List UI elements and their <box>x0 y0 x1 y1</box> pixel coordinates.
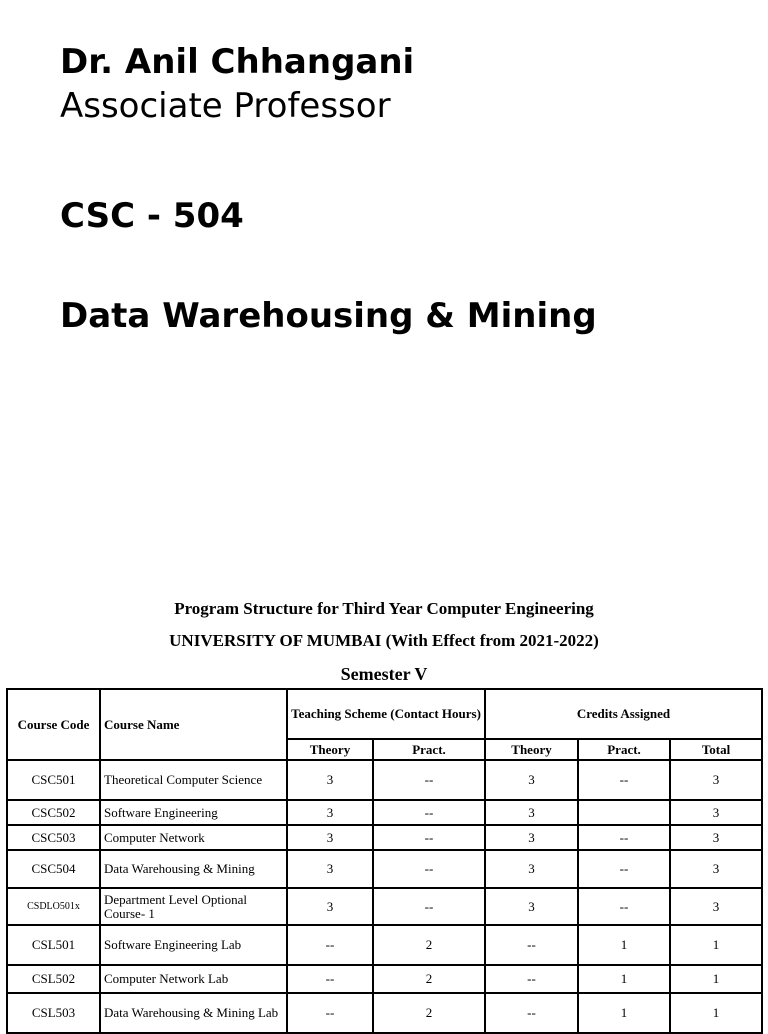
professor-name: Dr. Anil Chhangani <box>60 42 415 82</box>
cell-ca-total: 3 <box>670 825 762 850</box>
cell-ca-theory: -- <box>485 993 578 1033</box>
cell-ca-theory: 3 <box>485 850 578 888</box>
table-row <box>7 760 762 800</box>
cell-ca-theory: 3 <box>485 825 578 850</box>
table-caption-semester: Semester V <box>340 664 428 684</box>
cell-ca-pract <box>578 800 670 825</box>
cell-ca-theory: 3 <box>485 760 578 800</box>
cell-ca-pract: 1 <box>578 925 670 965</box>
table-row <box>7 888 762 925</box>
cell-ts-theory: 3 <box>287 800 373 825</box>
cell-ca-total: 3 <box>670 850 762 888</box>
header-credits-assigned: Credits Assigned <box>485 689 762 739</box>
cell-ts-theory: -- <box>287 965 373 993</box>
table-row <box>7 993 762 1033</box>
header-ts-pract: Pract. <box>373 739 485 760</box>
cell-name: Data Warehousing & Mining Lab <box>100 993 287 1033</box>
course-code: CSC - 504 <box>60 196 244 236</box>
cell-name: Department Level Optional Course- 1 <box>100 888 287 925</box>
cell-name: Theoretical Computer Science <box>100 760 287 800</box>
cell-ts-theory: -- <box>287 993 373 1033</box>
cell-code: CSC504 <box>7 850 100 888</box>
cell-ts-theory: 3 <box>287 850 373 888</box>
header-course-code: Course Code <box>7 689 100 760</box>
cell-name: Computer Network <box>100 825 287 850</box>
cell-ts-pract: 2 <box>373 925 485 965</box>
header-course-name: Course Name <box>100 689 287 760</box>
table-row <box>7 800 762 825</box>
cell-code: CSL503 <box>7 993 100 1033</box>
cell-name: Data Warehousing & Mining <box>100 850 287 888</box>
cell-name: Computer Network Lab <box>100 965 287 993</box>
header-ca-theory: Theory <box>485 739 578 760</box>
cell-code: CSC501 <box>7 760 100 800</box>
cell-ca-theory: 3 <box>485 888 578 925</box>
cell-code: CSC503 <box>7 825 100 850</box>
cell-ca-total: 3 <box>670 760 762 800</box>
professor-block <box>60 40 414 128</box>
cell-ts-theory: 3 <box>287 888 373 925</box>
cell-ca-pract: 1 <box>578 993 670 1033</box>
cell-ca-pract: 1 <box>578 965 670 993</box>
cell-name: Software Engineering Lab <box>100 925 287 965</box>
cell-ca-total: 3 <box>670 800 762 825</box>
cell-ca-theory: 3 <box>485 800 578 825</box>
table-row <box>7 825 762 850</box>
cell-ca-total: 1 <box>670 965 762 993</box>
course-name: Data Warehousing & Mining <box>60 296 597 336</box>
program-structure-table <box>6 688 763 1034</box>
cell-ts-pract: -- <box>373 825 485 850</box>
cell-ca-theory: -- <box>485 925 578 965</box>
table-row <box>7 925 762 965</box>
cell-ts-pract: -- <box>373 760 485 800</box>
cell-ca-pract: -- <box>578 850 670 888</box>
cell-name: Software Engineering <box>100 800 287 825</box>
table-caption-program: Program Structure for Third Year Computer Engineering <box>174 599 594 618</box>
cell-ts-pract: -- <box>373 888 485 925</box>
cell-ts-theory: -- <box>287 925 373 965</box>
cell-ca-total: 1 <box>670 993 762 1033</box>
cell-ca-pract: -- <box>578 888 670 925</box>
cell-ca-total: 3 <box>670 888 762 925</box>
table-row <box>7 965 762 993</box>
header-teaching-scheme: Teaching Scheme (Contact Hours) <box>287 689 485 739</box>
cell-code: CSL501 <box>7 925 100 965</box>
cell-ts-theory: 3 <box>287 760 373 800</box>
cell-code: CSDLO501x <box>7 888 100 925</box>
cell-code: CSL502 <box>7 965 100 993</box>
professor-title: Associate Professor <box>60 86 391 126</box>
header-ca-total: Total <box>670 739 762 760</box>
cell-ca-theory: -- <box>485 965 578 993</box>
cell-ts-pract: -- <box>373 800 485 825</box>
header-ca-pract: Pract. <box>578 739 670 760</box>
cell-ts-pract: 2 <box>373 993 485 1033</box>
cell-code: CSC502 <box>7 800 100 825</box>
cell-ts-theory: 3 <box>287 825 373 850</box>
cell-ca-pract: -- <box>578 825 670 850</box>
table-row <box>7 850 762 888</box>
table-caption-university: UNIVERSITY OF MUMBAI (With Effect from 2021-2022) <box>169 631 599 650</box>
cell-ca-pract: -- <box>578 760 670 800</box>
cell-ts-pract: -- <box>373 850 485 888</box>
header-ts-theory: Theory <box>287 739 373 760</box>
cell-ts-pract: 2 <box>373 965 485 993</box>
cell-ca-total: 1 <box>670 925 762 965</box>
